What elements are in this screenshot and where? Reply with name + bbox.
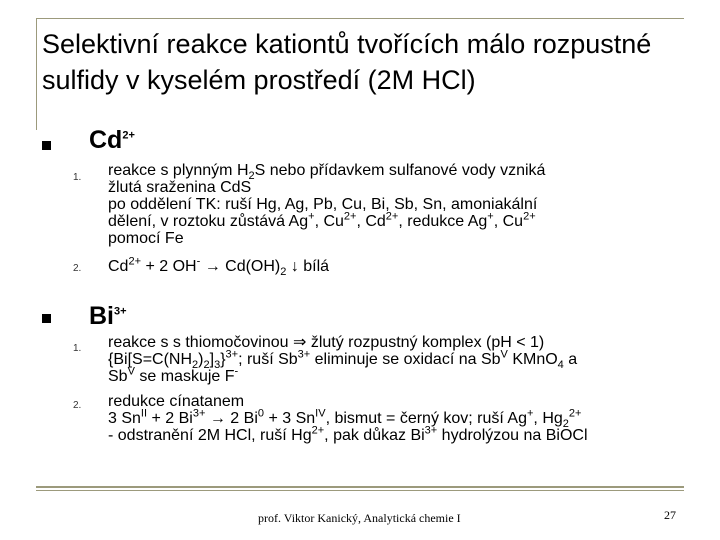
frame-left-line [36, 18, 37, 130]
cd-item-2: $Cd^{2+} + 2$ $OH^- \to Cd(OH)_2$ ↓ bílá [108, 255, 330, 279]
bi-item-2: redukce cínatanem 3 $Sn^{II} + 2$ $Bi^{3+} \to 2$ $Bi^0 + 3$ $Sn^{IV}$, bismut = černý kov; ruší Ag+, $Hg_2^{2+}$ - odstranění 2M HCl, ruší $Hg^{2+}$, pak důkaz $Bi^{3+}$ hydrolýzou na BiOCl [108, 393, 588, 444]
item-number: 2. [73, 263, 82, 274]
section-heading-bi: $Bi^{3+}$ [89, 302, 127, 330]
square-bullet-icon [42, 314, 51, 323]
cd-item-1: reakce s plynným $H_2S$ nebo přídavkem sulfanové vody vzniká žlutá sraženina CdS po oddělení TK: ruší Hg, Ag, Pb, Cu, Bi, Sb, Sn, amoniakální dělení, v roztoku zůstává Ag+, $Cu^{2+}$, $Cd^{2+}$, redukce Ag+, $Cu^{2+}$ pomocí Fe [108, 162, 546, 247]
item-number: 2. [73, 400, 82, 411]
bi-item-1: reakce s s thiomočovinou ⇒ žlutý rozpustný komplex (pH < 1) $\{Bi[S=C(NH_2)_2]_3\}^{3+}$; ruší $Sb^{3+}$ eliminuje se oxidací na $Sb^V$ KMnO$_4$ a $Sb^V$ se maskuje F- [108, 334, 578, 385]
page-number: 27 [664, 508, 676, 522]
footer-divider-thin [36, 490, 684, 491]
item-number: 1. [73, 343, 82, 354]
item-number: 1. [73, 172, 82, 183]
footer-divider [36, 486, 684, 488]
square-bullet-icon [42, 141, 51, 150]
footer-text: prof. Viktor Kanický, Analytická chemie I [258, 511, 461, 525]
frame-top-line [36, 18, 684, 19]
section-heading-cd: $Cd^{2+}$ [89, 126, 135, 154]
slide-title: Selektivní reakce kationtů tvořících málo rozpustné sulfidy v kyselém prostředí (2M HCl) [42, 29, 652, 95]
